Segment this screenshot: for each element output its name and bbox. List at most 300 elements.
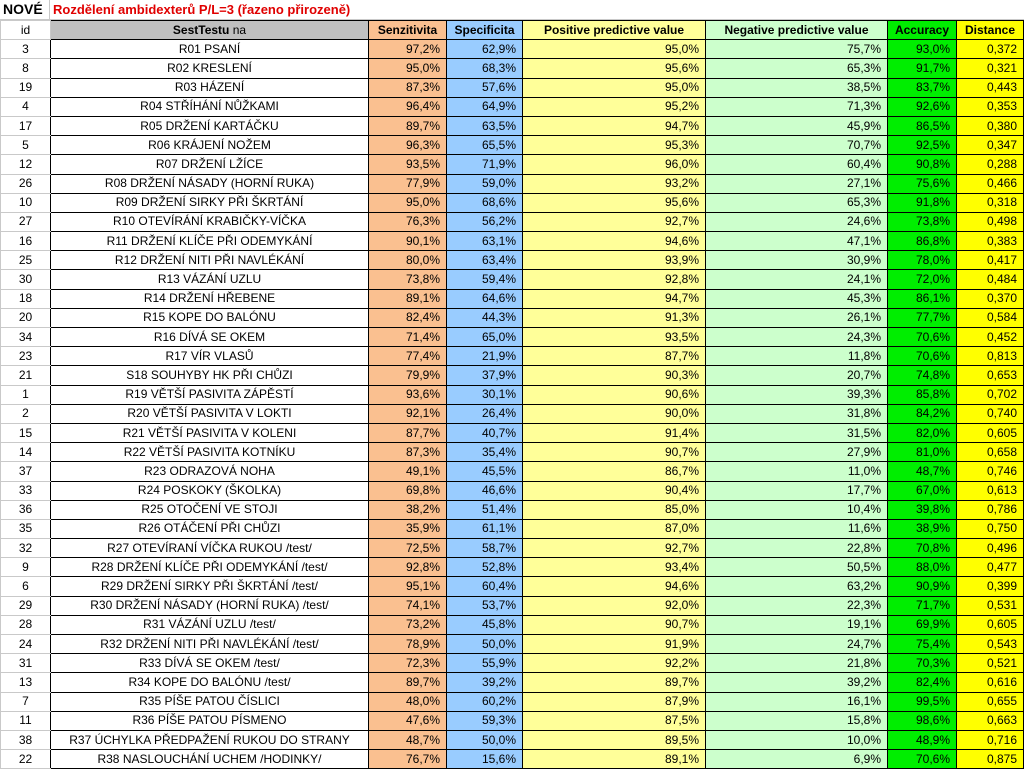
cell-id[interactable]: 35 <box>1 519 51 538</box>
cell-name[interactable]: R27 OTEVÍRANÍ VÍČKA RUKOU /test/ <box>51 539 369 558</box>
cell-specificita[interactable]: 51,4% <box>447 500 523 519</box>
header-senzitivita[interactable]: Senzitivita <box>369 21 447 40</box>
cell-ppv[interactable]: 90,4% <box>523 481 706 500</box>
cell-senzitivita[interactable]: 92,8% <box>369 558 447 577</box>
cell-id[interactable]: 13 <box>1 673 51 692</box>
cell-accuracy[interactable]: 78,0% <box>888 251 957 270</box>
cell-distance[interactable]: 0,417 <box>957 251 1024 270</box>
cell-specificita[interactable]: 45,8% <box>447 615 523 634</box>
cell-specificita[interactable]: 57,6% <box>447 78 523 97</box>
header-id[interactable]: id <box>1 21 51 40</box>
cell-accuracy[interactable]: 72,0% <box>888 270 957 289</box>
cell-name[interactable]: R38 NASLOUCHÁNÍ UCHEM /HODINKY/ <box>51 750 369 769</box>
cell-id[interactable]: 27 <box>1 212 51 231</box>
cell-npv[interactable]: 6,9% <box>706 750 888 769</box>
cell-accuracy[interactable]: 73,8% <box>888 212 957 231</box>
cell-ppv[interactable]: 95,2% <box>523 97 706 116</box>
cell-accuracy[interactable]: 91,7% <box>888 59 957 78</box>
cell-name[interactable]: R32 DRŽENÍ NITI PŘI NAVLÉKÁNÍ /test/ <box>51 635 369 654</box>
cell-senzitivita[interactable]: 89,1% <box>369 289 447 308</box>
cell-accuracy[interactable]: 85,8% <box>888 385 957 404</box>
cell-distance[interactable]: 0,531 <box>957 596 1024 615</box>
cell-name[interactable]: R09 DRŽENÍ SIRKY PŘI ŠKRTÁNÍ <box>51 193 369 212</box>
cell-accuracy[interactable]: 48,9% <box>888 730 957 749</box>
cell-npv[interactable]: 11,6% <box>706 519 888 538</box>
cell-senzitivita[interactable]: 80,0% <box>369 251 447 270</box>
cell-name[interactable]: R36 PÍŠE PATOU PÍSMENO <box>51 711 369 730</box>
cell-npv[interactable]: 10,4% <box>706 500 888 519</box>
cell-id[interactable]: 28 <box>1 615 51 634</box>
cell-name[interactable]: R22 VĚTŠÍ PASIVITA KOTNÍKU <box>51 443 369 462</box>
cell-ppv[interactable]: 95,0% <box>523 78 706 97</box>
cell-distance[interactable]: 0,655 <box>957 692 1024 711</box>
cell-senzitivita[interactable]: 74,1% <box>369 596 447 615</box>
cell-senzitivita[interactable]: 38,2% <box>369 500 447 519</box>
cell-ppv[interactable]: 92,0% <box>523 596 706 615</box>
cell-ppv[interactable]: 92,2% <box>523 654 706 673</box>
cell-npv[interactable]: 65,3% <box>706 59 888 78</box>
cell-ppv[interactable]: 93,2% <box>523 174 706 193</box>
cell-ppv[interactable]: 89,5% <box>523 730 706 749</box>
cell-id[interactable]: 37 <box>1 462 51 481</box>
cell-ppv[interactable]: 93,5% <box>523 328 706 347</box>
cell-senzitivita[interactable]: 95,0% <box>369 193 447 212</box>
cell-distance[interactable]: 0,702 <box>957 385 1024 404</box>
cell-id[interactable]: 30 <box>1 270 51 289</box>
cell-specificita[interactable]: 30,1% <box>447 385 523 404</box>
cell-specificita[interactable]: 53,7% <box>447 596 523 615</box>
cell-name[interactable]: R05 DRŽENÍ KARTÁČKU <box>51 116 369 135</box>
cell-senzitivita[interactable]: 47,6% <box>369 711 447 730</box>
sheet-title[interactable]: Rozdělení ambidexterů P/L=3 (řazeno přirozeně) <box>53 2 351 17</box>
cell-specificita[interactable]: 35,4% <box>447 443 523 462</box>
cell-npv[interactable]: 15,8% <box>706 711 888 730</box>
cell-name[interactable]: R21 VĚTŠÍ PASIVITA V KOLENI <box>51 423 369 442</box>
cell-ppv[interactable]: 93,9% <box>523 251 706 270</box>
cell-specificita[interactable]: 63,1% <box>447 232 523 251</box>
cell-accuracy[interactable]: 67,0% <box>888 481 957 500</box>
cell-name[interactable]: R23 ODRAZOVÁ NOHA <box>51 462 369 481</box>
cell-distance[interactable]: 0,616 <box>957 673 1024 692</box>
cell-ppv[interactable]: 94,7% <box>523 289 706 308</box>
cell-distance[interactable]: 0,399 <box>957 577 1024 596</box>
cell-specificita[interactable]: 21,9% <box>447 347 523 366</box>
cell-accuracy[interactable]: 69,9% <box>888 615 957 634</box>
cell-senzitivita[interactable]: 71,4% <box>369 328 447 347</box>
cell-ppv[interactable]: 94,7% <box>523 116 706 135</box>
cell-senzitivita[interactable]: 95,1% <box>369 577 447 596</box>
cell-npv[interactable]: 21,8% <box>706 654 888 673</box>
cell-npv[interactable]: 70,7% <box>706 136 888 155</box>
cell-npv[interactable]: 27,1% <box>706 174 888 193</box>
cell-npv[interactable]: 11,0% <box>706 462 888 481</box>
cell-id[interactable]: 26 <box>1 174 51 193</box>
cell-ppv[interactable]: 87,9% <box>523 692 706 711</box>
cell-ppv[interactable]: 92,7% <box>523 212 706 231</box>
cell-name[interactable]: R30 DRŽENÍ NÁSADY (HORNÍ RUKA) /test/ <box>51 596 369 615</box>
cell-distance[interactable]: 0,484 <box>957 270 1024 289</box>
cell-accuracy[interactable]: 75,4% <box>888 635 957 654</box>
cell-npv[interactable]: 27,9% <box>706 443 888 462</box>
cell-specificita[interactable]: 60,4% <box>447 577 523 596</box>
cell-npv[interactable]: 22,3% <box>706 596 888 615</box>
cell-ppv[interactable]: 96,0% <box>523 155 706 174</box>
cell-ppv[interactable]: 95,6% <box>523 193 706 212</box>
cell-distance[interactable]: 0,875 <box>957 750 1024 769</box>
cell-accuracy[interactable]: 83,7% <box>888 78 957 97</box>
cell-specificita[interactable]: 68,6% <box>447 193 523 212</box>
cell-distance[interactable]: 0,288 <box>957 155 1024 174</box>
cell-name[interactable]: R31 VÁZÁNÍ UZLU /test/ <box>51 615 369 634</box>
cell-senzitivita[interactable]: 77,4% <box>369 347 447 366</box>
cell-ppv[interactable]: 86,7% <box>523 462 706 481</box>
cell-ppv[interactable]: 85,0% <box>523 500 706 519</box>
cell-id[interactable]: 1 <box>1 385 51 404</box>
cell-accuracy[interactable]: 92,6% <box>888 97 957 116</box>
cell-name[interactable]: R28 DRŽENÍ KLÍČE PŘI ODEMYKÁNÍ /test/ <box>51 558 369 577</box>
cell-id[interactable]: 10 <box>1 193 51 212</box>
cell-senzitivita[interactable]: 72,5% <box>369 539 447 558</box>
cell-specificita[interactable]: 71,9% <box>447 155 523 174</box>
cell-specificita[interactable]: 50,0% <box>447 635 523 654</box>
cell-name[interactable]: S18 SOUHYBY HK PŘI CHŮZI <box>51 366 369 385</box>
cell-accuracy[interactable]: 88,0% <box>888 558 957 577</box>
header-name[interactable] <box>51 21 369 40</box>
cell-npv[interactable]: 60,4% <box>706 155 888 174</box>
cell-id[interactable]: 14 <box>1 443 51 462</box>
cell-accuracy[interactable]: 70,6% <box>888 347 957 366</box>
cell-name[interactable]: R06 KRÁJENÍ NOŽEM <box>51 136 369 155</box>
cell-name[interactable]: R03 HÁZENÍ <box>51 78 369 97</box>
cell-distance[interactable]: 0,452 <box>957 328 1024 347</box>
cell-npv[interactable]: 75,7% <box>706 40 888 59</box>
cell-name[interactable]: R16 DÍVÁ SE OKEM <box>51 328 369 347</box>
cell-name[interactable]: R35 PÍŠE PATOU ČÍSLICI <box>51 692 369 711</box>
cell-npv[interactable]: 24,6% <box>706 212 888 231</box>
cell-distance[interactable]: 0,498 <box>957 212 1024 231</box>
cell-distance[interactable]: 0,347 <box>957 136 1024 155</box>
cell-name[interactable]: R33 DÍVÁ SE OKEM /test/ <box>51 654 369 673</box>
header-accuracy[interactable]: Accuracy <box>888 21 957 40</box>
sheet-label[interactable]: NOVÉ <box>0 0 50 19</box>
cell-npv[interactable]: 45,9% <box>706 116 888 135</box>
cell-senzitivita[interactable]: 73,8% <box>369 270 447 289</box>
cell-id[interactable]: 8 <box>1 59 51 78</box>
cell-ppv[interactable]: 89,7% <box>523 673 706 692</box>
cell-npv[interactable]: 26,1% <box>706 308 888 327</box>
cell-senzitivita[interactable]: 95,0% <box>369 59 447 78</box>
cell-accuracy[interactable]: 48,7% <box>888 462 957 481</box>
cell-accuracy[interactable]: 93,0% <box>888 40 957 59</box>
cell-accuracy[interactable]: 86,1% <box>888 289 957 308</box>
cell-name[interactable]: R14 DRŽENÍ HŘEBENE <box>51 289 369 308</box>
cell-ppv[interactable]: 91,3% <box>523 308 706 327</box>
cell-npv[interactable]: 45,3% <box>706 289 888 308</box>
cell-specificita[interactable]: 52,8% <box>447 558 523 577</box>
cell-id[interactable]: 5 <box>1 136 51 155</box>
cell-ppv[interactable]: 91,4% <box>523 423 706 442</box>
cell-ppv[interactable]: 92,8% <box>523 270 706 289</box>
header-npv[interactable]: Negative predictive value <box>706 21 888 40</box>
cell-senzitivita[interactable]: 77,9% <box>369 174 447 193</box>
cell-ppv[interactable]: 90,7% <box>523 443 706 462</box>
cell-specificita[interactable]: 59,3% <box>447 711 523 730</box>
cell-name[interactable]: R12 DRŽENÍ NITI PŘI NAVLÉKÁNÍ <box>51 251 369 270</box>
cell-accuracy[interactable]: 70,8% <box>888 539 957 558</box>
cell-distance[interactable]: 0,466 <box>957 174 1024 193</box>
cell-accuracy[interactable]: 82,4% <box>888 673 957 692</box>
cell-specificita[interactable]: 56,2% <box>447 212 523 231</box>
cell-name[interactable]: R20 VĚTŠÍ PASIVITA V LOKTI <box>51 404 369 423</box>
cell-npv[interactable]: 63,2% <box>706 577 888 596</box>
cell-senzitivita[interactable]: 73,2% <box>369 615 447 634</box>
cell-ppv[interactable]: 87,0% <box>523 519 706 538</box>
cell-npv[interactable]: 38,5% <box>706 78 888 97</box>
cell-distance[interactable]: 0,443 <box>957 78 1024 97</box>
cell-accuracy[interactable]: 90,8% <box>888 155 957 174</box>
cell-id[interactable]: 2 <box>1 404 51 423</box>
cell-distance[interactable]: 0,584 <box>957 308 1024 327</box>
cell-distance[interactable]: 0,605 <box>957 615 1024 634</box>
cell-distance[interactable]: 0,740 <box>957 404 1024 423</box>
cell-accuracy[interactable]: 86,8% <box>888 232 957 251</box>
cell-npv[interactable]: 31,5% <box>706 423 888 442</box>
cell-accuracy[interactable]: 98,6% <box>888 711 957 730</box>
cell-specificita[interactable]: 65,5% <box>447 136 523 155</box>
cell-specificita[interactable]: 50,0% <box>447 730 523 749</box>
cell-id[interactable]: 18 <box>1 289 51 308</box>
cell-senzitivita[interactable]: 93,6% <box>369 385 447 404</box>
cell-id[interactable]: 38 <box>1 730 51 749</box>
cell-specificita[interactable]: 61,1% <box>447 519 523 538</box>
cell-id[interactable]: 3 <box>1 40 51 59</box>
cell-id[interactable]: 34 <box>1 328 51 347</box>
cell-accuracy[interactable]: 77,7% <box>888 308 957 327</box>
cell-specificita[interactable]: 40,7% <box>447 423 523 442</box>
cell-distance[interactable]: 0,663 <box>957 711 1024 730</box>
cell-ppv[interactable]: 91,9% <box>523 635 706 654</box>
cell-specificita[interactable]: 45,5% <box>447 462 523 481</box>
cell-specificita[interactable]: 58,7% <box>447 539 523 558</box>
cell-accuracy[interactable]: 90,9% <box>888 577 957 596</box>
cell-id[interactable]: 7 <box>1 692 51 711</box>
cell-ppv[interactable]: 90,3% <box>523 366 706 385</box>
cell-accuracy[interactable]: 71,7% <box>888 596 957 615</box>
cell-specificita[interactable]: 68,3% <box>447 59 523 78</box>
cell-name[interactable]: R02 KRESLENÍ <box>51 59 369 78</box>
cell-ppv[interactable]: 90,7% <box>523 615 706 634</box>
cell-accuracy[interactable]: 92,5% <box>888 136 957 155</box>
cell-ppv[interactable]: 95,0% <box>523 40 706 59</box>
cell-npv[interactable]: 47,1% <box>706 232 888 251</box>
cell-id[interactable]: 15 <box>1 423 51 442</box>
cell-npv[interactable]: 24,1% <box>706 270 888 289</box>
header-distance[interactable]: Distance <box>957 21 1024 40</box>
cell-npv[interactable]: 19,1% <box>706 615 888 634</box>
cell-distance[interactable]: 0,496 <box>957 539 1024 558</box>
cell-accuracy[interactable]: 70,6% <box>888 328 957 347</box>
cell-ppv[interactable]: 92,7% <box>523 539 706 558</box>
cell-id[interactable]: 23 <box>1 347 51 366</box>
cell-specificita[interactable]: 59,0% <box>447 174 523 193</box>
cell-npv[interactable]: 31,8% <box>706 404 888 423</box>
cell-id[interactable]: 17 <box>1 116 51 135</box>
cell-name[interactable]: R29 DRŽENÍ SIRKY PŘI ŠKRTÁNÍ /test/ <box>51 577 369 596</box>
cell-specificita[interactable]: 59,4% <box>447 270 523 289</box>
cell-specificita[interactable]: 64,9% <box>447 97 523 116</box>
cell-npv[interactable]: 20,7% <box>706 366 888 385</box>
cell-name[interactable]: R13 VÁZÁNÍ UZLU <box>51 270 369 289</box>
cell-senzitivita[interactable]: 48,7% <box>369 730 447 749</box>
cell-accuracy[interactable]: 39,8% <box>888 500 957 519</box>
cell-specificita[interactable]: 44,3% <box>447 308 523 327</box>
cell-ppv[interactable]: 93,4% <box>523 558 706 577</box>
cell-npv[interactable]: 39,3% <box>706 385 888 404</box>
cell-id[interactable]: 20 <box>1 308 51 327</box>
cell-senzitivita[interactable]: 89,7% <box>369 116 447 135</box>
cell-distance[interactable]: 0,613 <box>957 481 1024 500</box>
cell-id[interactable]: 31 <box>1 654 51 673</box>
cell-id[interactable]: 21 <box>1 366 51 385</box>
cell-id[interactable]: 25 <box>1 251 51 270</box>
cell-ppv[interactable]: 90,0% <box>523 404 706 423</box>
cell-specificita[interactable]: 39,2% <box>447 673 523 692</box>
cell-specificita[interactable]: 62,9% <box>447 40 523 59</box>
cell-senzitivita[interactable]: 97,2% <box>369 40 447 59</box>
cell-npv[interactable]: 16,1% <box>706 692 888 711</box>
cell-accuracy[interactable]: 70,3% <box>888 654 957 673</box>
cell-senzitivita[interactable]: 93,5% <box>369 155 447 174</box>
cell-accuracy[interactable]: 82,0% <box>888 423 957 442</box>
header-specificita[interactable]: Specificita <box>447 21 523 40</box>
cell-accuracy[interactable]: 74,8% <box>888 366 957 385</box>
cell-npv[interactable]: 65,3% <box>706 193 888 212</box>
cell-name[interactable]: R15 KOPE DO BALÓNU <box>51 308 369 327</box>
cell-senzitivita[interactable]: 72,3% <box>369 654 447 673</box>
cell-accuracy[interactable]: 38,9% <box>888 519 957 538</box>
cell-senzitivita[interactable]: 92,1% <box>369 404 447 423</box>
cell-accuracy[interactable]: 75,6% <box>888 174 957 193</box>
cell-distance[interactable]: 0,716 <box>957 730 1024 749</box>
cell-distance[interactable]: 0,383 <box>957 232 1024 251</box>
cell-specificita[interactable]: 63,5% <box>447 116 523 135</box>
cell-distance[interactable]: 0,477 <box>957 558 1024 577</box>
cell-senzitivita[interactable]: 35,9% <box>369 519 447 538</box>
cell-accuracy[interactable]: 99,5% <box>888 692 957 711</box>
cell-name[interactable]: R19 VĚTŠÍ PASIVITA ZÁPĚSTÍ <box>51 385 369 404</box>
cell-npv[interactable]: 11,8% <box>706 347 888 366</box>
cell-senzitivita[interactable]: 87,3% <box>369 443 447 462</box>
cell-accuracy[interactable]: 84,2% <box>888 404 957 423</box>
cell-id[interactable]: 11 <box>1 711 51 730</box>
cell-specificita[interactable]: 55,9% <box>447 654 523 673</box>
header-ppv[interactable]: Positive predictive value <box>523 21 706 40</box>
cell-ppv[interactable]: 95,3% <box>523 136 706 155</box>
cell-distance[interactable]: 0,353 <box>957 97 1024 116</box>
cell-npv[interactable]: 39,2% <box>706 673 888 692</box>
cell-specificita[interactable]: 60,2% <box>447 692 523 711</box>
cell-name[interactable]: R11 DRŽENÍ KLÍČE PŘI ODEMYKÁNÍ <box>51 232 369 251</box>
cell-accuracy[interactable]: 81,0% <box>888 443 957 462</box>
cell-ppv[interactable]: 95,6% <box>523 59 706 78</box>
cell-name[interactable]: R24 POSKOKY (ŠKOLKA) <box>51 481 369 500</box>
cell-senzitivita[interactable]: 76,7% <box>369 750 447 769</box>
cell-distance[interactable]: 0,653 <box>957 366 1024 385</box>
cell-id[interactable]: 12 <box>1 155 51 174</box>
cell-name[interactable]: R10 OTEVÍRÁNÍ KRABIČKY-VÍČKA <box>51 212 369 231</box>
cell-specificita[interactable]: 15,6% <box>447 750 523 769</box>
cell-ppv[interactable]: 87,7% <box>523 347 706 366</box>
cell-accuracy[interactable]: 70,6% <box>888 750 957 769</box>
cell-name[interactable]: R04 STŘÍHÁNÍ NŮŽKAMI <box>51 97 369 116</box>
cell-specificita[interactable]: 37,9% <box>447 366 523 385</box>
cell-ppv[interactable]: 94,6% <box>523 232 706 251</box>
cell-name[interactable]: R08 DRŽENÍ NÁSADY (HORNÍ RUKA) <box>51 174 369 193</box>
cell-id[interactable]: 36 <box>1 500 51 519</box>
cell-name[interactable]: R34 KOPE DO BALÓNU /test/ <box>51 673 369 692</box>
cell-npv[interactable]: 30,9% <box>706 251 888 270</box>
cell-distance[interactable]: 0,813 <box>957 347 1024 366</box>
cell-distance[interactable]: 0,786 <box>957 500 1024 519</box>
cell-id[interactable]: 16 <box>1 232 51 251</box>
cell-id[interactable]: 9 <box>1 558 51 577</box>
cell-id[interactable]: 6 <box>1 577 51 596</box>
cell-distance[interactable]: 0,543 <box>957 635 1024 654</box>
cell-accuracy[interactable]: 86,5% <box>888 116 957 135</box>
cell-senzitivita[interactable]: 78,9% <box>369 635 447 654</box>
cell-ppv[interactable]: 94,6% <box>523 577 706 596</box>
cell-distance[interactable]: 0,380 <box>957 116 1024 135</box>
cell-npv[interactable]: 17,7% <box>706 481 888 500</box>
cell-distance[interactable]: 0,318 <box>957 193 1024 212</box>
cell-id[interactable]: 29 <box>1 596 51 615</box>
cell-ppv[interactable]: 89,1% <box>523 750 706 769</box>
cell-id[interactable]: 22 <box>1 750 51 769</box>
cell-senzitivita[interactable]: 48,0% <box>369 692 447 711</box>
cell-specificita[interactable]: 65,0% <box>447 328 523 347</box>
cell-npv[interactable]: 24,7% <box>706 635 888 654</box>
cell-senzitivita[interactable]: 90,1% <box>369 232 447 251</box>
cell-senzitivita[interactable]: 89,7% <box>369 673 447 692</box>
cell-senzitivita[interactable]: 96,4% <box>369 97 447 116</box>
cell-senzitivita[interactable]: 76,3% <box>369 212 447 231</box>
cell-id[interactable]: 32 <box>1 539 51 558</box>
cell-senzitivita[interactable]: 87,7% <box>369 423 447 442</box>
cell-senzitivita[interactable]: 69,8% <box>369 481 447 500</box>
cell-npv[interactable]: 10,0% <box>706 730 888 749</box>
cell-specificita[interactable]: 46,6% <box>447 481 523 500</box>
cell-npv[interactable]: 71,3% <box>706 97 888 116</box>
cell-senzitivita[interactable]: 82,4% <box>369 308 447 327</box>
cell-distance[interactable]: 0,750 <box>957 519 1024 538</box>
cell-senzitivita[interactable]: 49,1% <box>369 462 447 481</box>
cell-id[interactable]: 19 <box>1 78 51 97</box>
cell-npv[interactable]: 50,5% <box>706 558 888 577</box>
cell-ppv[interactable]: 87,5% <box>523 711 706 730</box>
cell-name[interactable]: R37 ÚCHYLKA PŘEDPAŽENÍ RUKOU DO STRANY <box>51 730 369 749</box>
cell-name[interactable]: R17 VÍR VLASŮ <box>51 347 369 366</box>
cell-distance[interactable]: 0,370 <box>957 289 1024 308</box>
cell-name[interactable]: R01 PSANÍ <box>51 40 369 59</box>
cell-id[interactable]: 24 <box>1 635 51 654</box>
cell-distance[interactable]: 0,372 <box>957 40 1024 59</box>
cell-senzitivita[interactable]: 87,3% <box>369 78 447 97</box>
cell-accuracy[interactable]: 91,8% <box>888 193 957 212</box>
cell-name[interactable]: R25 OTOČENÍ VE STOJI <box>51 500 369 519</box>
cell-id[interactable]: 33 <box>1 481 51 500</box>
cell-senzitivita[interactable]: 79,9% <box>369 366 447 385</box>
cell-specificita[interactable]: 26,4% <box>447 404 523 423</box>
